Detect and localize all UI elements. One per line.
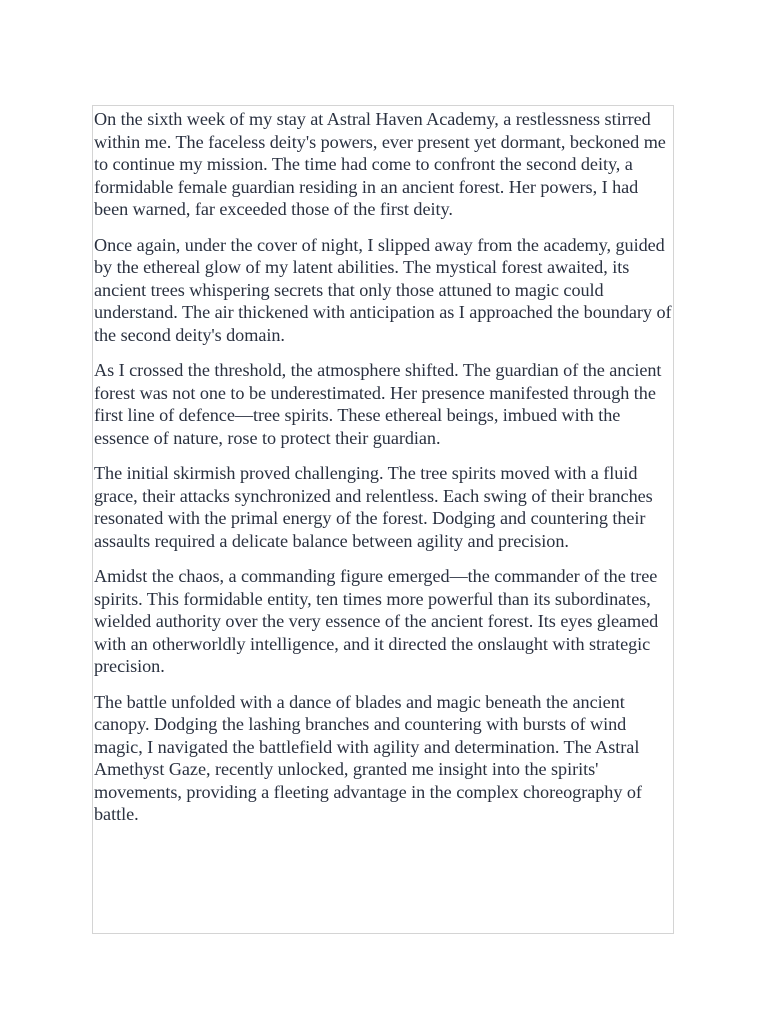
document-text-block [92, 105, 674, 934]
paragraph-1: On the sixth week of my stay at Astral Haven Academy, a restlessness stirred within me. The faceless deity's powers, ever present yet dormant, beckoned me to continue my mission. The time had come to confront the second deity, a formidable female guardian residing in an ancient forest. Her powers, I had been warned, far exceeded those of the first deity. [94, 109, 666, 219]
paragraph-5: Amidst the chaos, a commanding figure emerged—the commander of the tree spirits. This formidable entity, ten times more powerful than its subordinates, wielded authority over the very essence of the ancient forest. Its eyes gleamed with an otherworldly intelligence, and it directed the onslaught with strategic precision. [94, 566, 659, 676]
paragraph-2: Once again, under the cover of night, I slipped away from the academy, guided by the ethereal glow of my latent abilities. The mystical forest awaited, its ancient trees whispering secrets that only those attuned to magic could understand. The air thickened with anticipation as I approached the boundary of the second deity's domain. [94, 234, 672, 345]
paragraph-3: As I crossed the threshold, the atmosphere shifted. The guardian of the ancient forest was not one to be underestimated. Her presence manifested through the first line of defence—tree spirits. These ethereal beings, imbued with the essence of nature, rose to protect their guardian. [94, 360, 662, 448]
paragraph-6: The battle unfolded with a dance of blades and magic beneath the ancient canopy. Dodging the lashing branches and countering with bursts of wind magic, I navigated the battlefield with agility and determination. The Astral Amethyst Gaze, recently unlocked, granted me insight into the spirits' movements, providing a fleeting advantage in the complex choreography of battle. [94, 691, 642, 824]
paragraph-4: The initial skirmish proved challenging. The tree spirits moved with a fluid grace, their attacks synchronized and relentless. Each swing of their branches resonated with the primal energy of the forest. Dodging and countering their assaults required a delicate balance between agility and precision. [94, 463, 653, 551]
